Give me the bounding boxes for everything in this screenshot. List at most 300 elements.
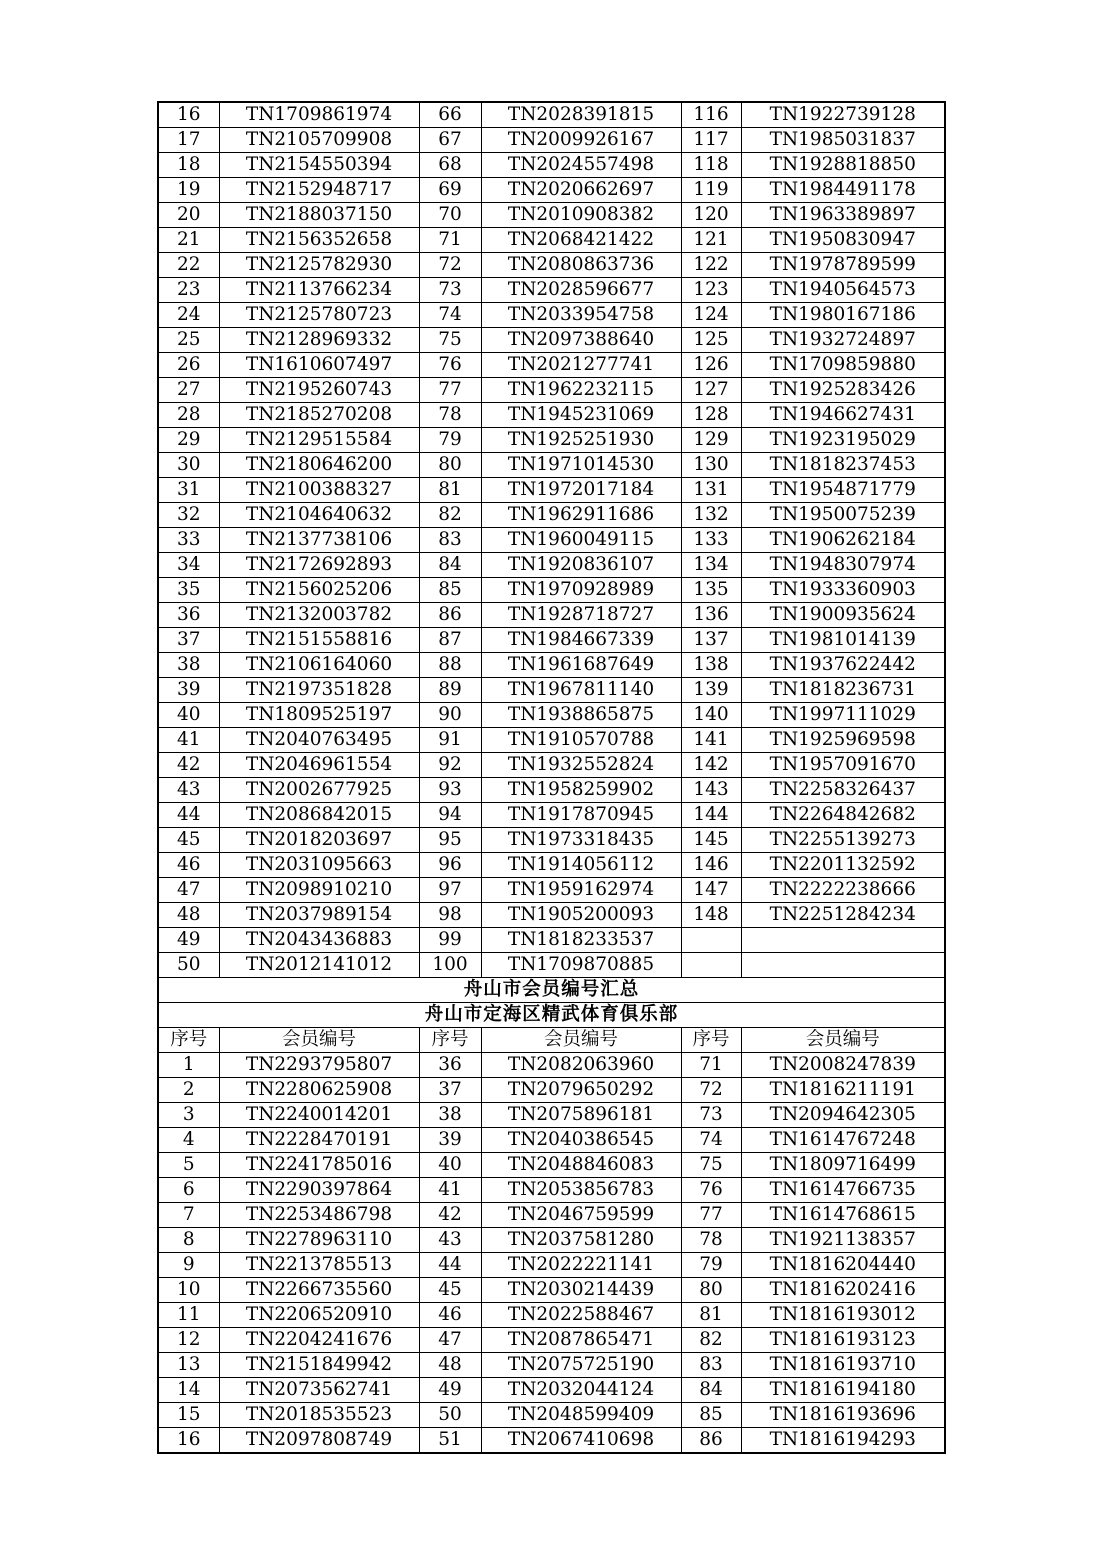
member-number-cell: TN2024557498 xyxy=(481,153,681,178)
member-number-cell: TN2222238666 xyxy=(741,878,945,903)
serial-cell: 27 xyxy=(158,378,219,403)
member-number-cell: TN2094642305 xyxy=(741,1103,945,1128)
member-number-cell: TN2020662697 xyxy=(481,178,681,203)
table-row xyxy=(158,178,945,203)
table-row xyxy=(158,1203,945,1228)
serial-cell: 13 xyxy=(158,1353,219,1378)
member-number-cell: TN2228470191 xyxy=(219,1128,419,1153)
serial-cell: 25 xyxy=(158,328,219,353)
member-number-cell: TN1985031837 xyxy=(741,128,945,153)
serial-cell: 10 xyxy=(158,1278,219,1303)
serial-cell: 85 xyxy=(681,1403,741,1428)
member-number-cell: TN2253486798 xyxy=(219,1203,419,1228)
member-number-cell: TN2180646200 xyxy=(219,453,419,478)
serial-cell: 92 xyxy=(419,753,481,778)
table-row xyxy=(158,853,945,878)
serial-cell: 1 xyxy=(158,1053,219,1078)
table-row xyxy=(158,903,945,928)
table-row xyxy=(158,678,945,703)
serial-cell: 42 xyxy=(158,753,219,778)
serial-cell: 93 xyxy=(419,778,481,803)
serial-cell: 4 xyxy=(158,1128,219,1153)
member-number-cell: TN1610607497 xyxy=(219,353,419,378)
serial-cell: 79 xyxy=(419,428,481,453)
member-number-cell: TN2030214439 xyxy=(481,1278,681,1303)
serial-cell: 148 xyxy=(681,903,741,928)
serial-cell: 132 xyxy=(681,503,741,528)
member-number-cell: TN2082063960 xyxy=(481,1053,681,1078)
serial-cell: 37 xyxy=(158,628,219,653)
member-number-cell: TN1818233537 xyxy=(481,928,681,953)
table-row xyxy=(158,102,945,128)
member-number-cell: TN1816193710 xyxy=(741,1353,945,1378)
table-row xyxy=(158,128,945,153)
table-row xyxy=(158,803,945,828)
serial-cell: 144 xyxy=(681,803,741,828)
member-number-cell: TN2255139273 xyxy=(741,828,945,853)
member-number-cell: TN1709861974 xyxy=(219,102,419,128)
table-row xyxy=(158,1278,945,1303)
member-number-cell: TN1614767248 xyxy=(741,1128,945,1153)
serial-cell: 146 xyxy=(681,853,741,878)
member-number-cell: TN1614766735 xyxy=(741,1178,945,1203)
serial-cell: 38 xyxy=(419,1103,481,1128)
serial-cell: 85 xyxy=(419,578,481,603)
serial-cell: 16 xyxy=(158,102,219,128)
member-number-cell: TN2151849942 xyxy=(219,1353,419,1378)
serial-cell: 3 xyxy=(158,1103,219,1128)
serial-cell: 117 xyxy=(681,128,741,153)
member-number-cell: TN2206520910 xyxy=(219,1303,419,1328)
member-number-cell: TN2021277741 xyxy=(481,353,681,378)
table-row xyxy=(158,1103,945,1128)
serial-cell: 140 xyxy=(681,703,741,728)
member-number-cell xyxy=(741,928,945,953)
serial-cell: 45 xyxy=(158,828,219,853)
serial-cell: 78 xyxy=(419,403,481,428)
member-number-cell: TN1816211191 xyxy=(741,1078,945,1103)
member-number-cell: TN2086842015 xyxy=(219,803,419,828)
serial-cell: 49 xyxy=(419,1378,481,1403)
member-number-cell: TN1997111029 xyxy=(741,703,945,728)
serial-cell: 89 xyxy=(419,678,481,703)
serial-cell: 136 xyxy=(681,603,741,628)
serial-cell: 17 xyxy=(158,128,219,153)
member-number-cell: TN2075725190 xyxy=(481,1353,681,1378)
member-number-cell: TN1970928989 xyxy=(481,578,681,603)
member-number-cell: TN2028596677 xyxy=(481,278,681,303)
table-row xyxy=(158,278,945,303)
serial-cell: 8 xyxy=(158,1228,219,1253)
member-number-table xyxy=(157,101,946,1454)
member-number-cell: TN2156352658 xyxy=(219,228,419,253)
serial-cell: 147 xyxy=(681,878,741,903)
serial-cell: 82 xyxy=(681,1328,741,1353)
member-number-cell xyxy=(741,953,945,978)
serial-cell: 30 xyxy=(158,453,219,478)
table-row xyxy=(158,1078,945,1103)
member-number-cell: TN2154550394 xyxy=(219,153,419,178)
member-number-cell: TN2293795807 xyxy=(219,1053,419,1078)
serial-cell: 84 xyxy=(681,1378,741,1403)
member-number-cell: TN2048599409 xyxy=(481,1403,681,1428)
member-number-cell: TN2031095663 xyxy=(219,853,419,878)
member-number-cell: TN1925283426 xyxy=(741,378,945,403)
serial-cell: 28 xyxy=(158,403,219,428)
serial-cell: 9 xyxy=(158,1253,219,1278)
serial-cell: 75 xyxy=(419,328,481,353)
serial-cell: 19 xyxy=(158,178,219,203)
serial-cell: 14 xyxy=(158,1378,219,1403)
serial-cell: 20 xyxy=(158,203,219,228)
serial-cell: 88 xyxy=(419,653,481,678)
serial-cell: 128 xyxy=(681,403,741,428)
member-number-cell: TN2022588467 xyxy=(481,1303,681,1328)
member-number-cell: TN1917870945 xyxy=(481,803,681,828)
serial-cell: 121 xyxy=(681,228,741,253)
member-number-cell: TN2053856783 xyxy=(481,1178,681,1203)
serial-cell: 134 xyxy=(681,553,741,578)
member-number-cell: TN2018535523 xyxy=(219,1403,419,1428)
table-row xyxy=(158,228,945,253)
member-number-cell: TN1957091670 xyxy=(741,753,945,778)
member-number-cell: TN2132003782 xyxy=(219,603,419,628)
serial-cell: 83 xyxy=(681,1353,741,1378)
member-number-cell: TN1971014530 xyxy=(481,453,681,478)
member-number-cell: TN2046961554 xyxy=(219,753,419,778)
serial-cell: 18 xyxy=(158,153,219,178)
member-number-cell: TN1816194293 xyxy=(741,1428,945,1454)
section1-body xyxy=(158,102,945,978)
table-row xyxy=(158,728,945,753)
serial-cell: 90 xyxy=(419,703,481,728)
serial-cell: 141 xyxy=(681,728,741,753)
member-number-cell: TN1973318435 xyxy=(481,828,681,853)
serial-cell: 68 xyxy=(419,153,481,178)
member-number-cell: TN2033954758 xyxy=(481,303,681,328)
table-row xyxy=(158,478,945,503)
member-number-cell: TN1940564573 xyxy=(741,278,945,303)
member-number-cell: TN2043436883 xyxy=(219,928,419,953)
header-member-number: 会员编号 xyxy=(219,1028,419,1053)
table-row xyxy=(158,1428,945,1454)
serial-cell: 41 xyxy=(419,1178,481,1203)
serial-cell: 16 xyxy=(158,1428,219,1454)
member-number-cell: TN1962232115 xyxy=(481,378,681,403)
member-number-cell: TN2106164060 xyxy=(219,653,419,678)
serial-cell: 42 xyxy=(419,1203,481,1228)
serial-cell: 71 xyxy=(681,1053,741,1078)
member-number-cell: TN2240014201 xyxy=(219,1103,419,1128)
serial-cell: 78 xyxy=(681,1228,741,1253)
table-row xyxy=(158,503,945,528)
serial-cell: 70 xyxy=(419,203,481,228)
member-number-cell: TN2037581280 xyxy=(481,1228,681,1253)
serial-cell: 40 xyxy=(158,703,219,728)
serial-cell: 72 xyxy=(681,1078,741,1103)
serial-cell: 50 xyxy=(158,953,219,978)
table-row xyxy=(158,1178,945,1203)
member-number-cell: TN1945231069 xyxy=(481,403,681,428)
member-number-cell: TN2172692893 xyxy=(219,553,419,578)
member-number-cell: TN1922739128 xyxy=(741,102,945,128)
member-number-cell: TN2113766234 xyxy=(219,278,419,303)
member-number-cell: TN1984667339 xyxy=(481,628,681,653)
table-row xyxy=(158,1228,945,1253)
serial-cell: 86 xyxy=(681,1428,741,1454)
member-number-cell: TN2241785016 xyxy=(219,1153,419,1178)
member-number-cell: TN2100388327 xyxy=(219,478,419,503)
serial-cell: 43 xyxy=(419,1228,481,1253)
serial-cell: 49 xyxy=(158,928,219,953)
member-number-cell: TN2137738106 xyxy=(219,528,419,553)
serial-cell: 135 xyxy=(681,578,741,603)
member-number-cell: TN1816193696 xyxy=(741,1403,945,1428)
serial-cell: 80 xyxy=(419,453,481,478)
member-number-cell: TN2028391815 xyxy=(481,102,681,128)
serial-cell: 100 xyxy=(419,953,481,978)
member-number-cell: TN1960049115 xyxy=(481,528,681,553)
table-row xyxy=(158,378,945,403)
serial-cell: 96 xyxy=(419,853,481,878)
serial-cell: 95 xyxy=(419,828,481,853)
table-row xyxy=(158,428,945,453)
member-number-cell: TN2022221141 xyxy=(481,1253,681,1278)
serial-cell: 50 xyxy=(419,1403,481,1428)
table-row xyxy=(158,828,945,853)
serial-cell: 48 xyxy=(419,1353,481,1378)
member-number-cell: TN1932552824 xyxy=(481,753,681,778)
member-number-cell: TN1816193012 xyxy=(741,1303,945,1328)
member-number-cell: TN2087865471 xyxy=(481,1328,681,1353)
serial-cell: 21 xyxy=(158,228,219,253)
table-row xyxy=(158,878,945,903)
serial-cell: 143 xyxy=(681,778,741,803)
member-number-cell: TN2204241676 xyxy=(219,1328,419,1353)
table-row xyxy=(158,253,945,278)
member-number-cell: TN1980167186 xyxy=(741,303,945,328)
serial-cell: 46 xyxy=(419,1303,481,1328)
member-number-cell: TN1925251930 xyxy=(481,428,681,453)
table-row xyxy=(158,303,945,328)
serial-cell: 79 xyxy=(681,1253,741,1278)
member-number-cell: TN1961687649 xyxy=(481,653,681,678)
serial-cell: 118 xyxy=(681,153,741,178)
member-number-cell: TN1978789599 xyxy=(741,253,945,278)
member-number-cell: TN1816204440 xyxy=(741,1253,945,1278)
serial-cell: 74 xyxy=(419,303,481,328)
member-number-cell: TN2046759599 xyxy=(481,1203,681,1228)
member-number-cell: TN1967811140 xyxy=(481,678,681,703)
table-row xyxy=(158,1053,945,1078)
table-row xyxy=(158,528,945,553)
serial-cell: 44 xyxy=(419,1253,481,1278)
member-number-cell: TN2151558816 xyxy=(219,628,419,653)
serial-cell: 47 xyxy=(419,1328,481,1353)
table-row xyxy=(158,753,945,778)
serial-cell: 69 xyxy=(419,178,481,203)
member-number-cell: TN2156025206 xyxy=(219,578,419,603)
serial-cell: 129 xyxy=(681,428,741,453)
serial-cell: 45 xyxy=(419,1278,481,1303)
member-number-cell: TN1709870885 xyxy=(481,953,681,978)
table-row xyxy=(158,1153,945,1178)
serial-cell: 15 xyxy=(158,1403,219,1428)
member-number-cell: TN2251284234 xyxy=(741,903,945,928)
member-number-cell: TN1809525197 xyxy=(219,703,419,728)
member-number-cell: TN2073562741 xyxy=(219,1378,419,1403)
member-number-cell: TN1946627431 xyxy=(741,403,945,428)
serial-cell: 77 xyxy=(419,378,481,403)
member-number-cell: TN2128969332 xyxy=(219,328,419,353)
member-number-cell: TN2280625908 xyxy=(219,1078,419,1103)
serial-cell: 87 xyxy=(419,628,481,653)
summary-title: 舟山市会员编号汇总 xyxy=(158,978,945,1003)
member-number-cell: TN1928718727 xyxy=(481,603,681,628)
member-number-cell: TN2125782930 xyxy=(219,253,419,278)
serial-cell: 80 xyxy=(681,1278,741,1303)
header-member-number: 会员编号 xyxy=(741,1028,945,1053)
member-number-cell: TN1984491178 xyxy=(741,178,945,203)
member-number-cell: TN2008247839 xyxy=(741,1053,945,1078)
member-number-cell: TN1900935624 xyxy=(741,603,945,628)
member-number-cell: TN1818237453 xyxy=(741,453,945,478)
member-number-cell: TN1950075239 xyxy=(741,503,945,528)
serial-cell: 84 xyxy=(419,553,481,578)
serial-cell: 97 xyxy=(419,878,481,903)
serial-cell: 67 xyxy=(419,128,481,153)
serial-cell: 91 xyxy=(419,728,481,753)
member-number-cell: TN2002677925 xyxy=(219,778,419,803)
table-row xyxy=(158,453,945,478)
serial-cell: 34 xyxy=(158,553,219,578)
serial-cell: 137 xyxy=(681,628,741,653)
table-row xyxy=(158,1378,945,1403)
serial-cell: 131 xyxy=(681,478,741,503)
member-number-cell: TN2010908382 xyxy=(481,203,681,228)
member-number-cell: TN2105709908 xyxy=(219,128,419,153)
serial-cell: 12 xyxy=(158,1328,219,1353)
member-number-cell: TN1910570788 xyxy=(481,728,681,753)
member-number-cell: TN1981014139 xyxy=(741,628,945,653)
table-row xyxy=(158,628,945,653)
member-number-cell: TN2278963110 xyxy=(219,1228,419,1253)
member-number-cell: TN2258326437 xyxy=(741,778,945,803)
serial-cell: 23 xyxy=(158,278,219,303)
serial-cell: 47 xyxy=(158,878,219,903)
member-number-cell: TN2080863736 xyxy=(481,253,681,278)
table-row xyxy=(158,328,945,353)
table-row xyxy=(158,778,945,803)
table-row xyxy=(158,703,945,728)
serial-cell: 40 xyxy=(419,1153,481,1178)
member-number-cell: TN1928818850 xyxy=(741,153,945,178)
serial-cell: 116 xyxy=(681,102,741,128)
table-row xyxy=(158,603,945,628)
member-number-cell: TN2188037150 xyxy=(219,203,419,228)
table-row xyxy=(158,1128,945,1153)
serial-cell: 98 xyxy=(419,903,481,928)
serial-cell: 5 xyxy=(158,1153,219,1178)
member-number-cell: TN2266735560 xyxy=(219,1278,419,1303)
serial-cell: 38 xyxy=(158,653,219,678)
table-row xyxy=(158,928,945,953)
serial-cell: 127 xyxy=(681,378,741,403)
serial-cell: 73 xyxy=(681,1103,741,1128)
member-number-cell: TN2079650292 xyxy=(481,1078,681,1103)
table-row xyxy=(158,353,945,378)
member-number-cell: TN1933360903 xyxy=(741,578,945,603)
member-number-cell: TN2012141012 xyxy=(219,953,419,978)
member-number-cell: TN2097388640 xyxy=(481,328,681,353)
member-number-cell: TN2125780723 xyxy=(219,303,419,328)
serial-cell: 138 xyxy=(681,653,741,678)
table-row xyxy=(158,153,945,178)
table-row xyxy=(158,1328,945,1353)
serial-cell: 36 xyxy=(419,1053,481,1078)
serial-cell: 76 xyxy=(681,1178,741,1203)
member-number-cell: TN2213785513 xyxy=(219,1253,419,1278)
serial-cell: 43 xyxy=(158,778,219,803)
member-number-cell: TN1950830947 xyxy=(741,228,945,253)
serial-cell: 26 xyxy=(158,353,219,378)
serial-cell: 83 xyxy=(419,528,481,553)
member-number-cell: TN2037989154 xyxy=(219,903,419,928)
serial-cell: 120 xyxy=(681,203,741,228)
serial-cell: 32 xyxy=(158,503,219,528)
serial-cell xyxy=(681,928,741,953)
serial-cell: 73 xyxy=(419,278,481,303)
serial-cell: 130 xyxy=(681,453,741,478)
serial-cell: 41 xyxy=(158,728,219,753)
member-number-cell: TN1818236731 xyxy=(741,678,945,703)
member-number-cell: TN2152948717 xyxy=(219,178,419,203)
member-number-cell: TN2040763495 xyxy=(219,728,419,753)
serial-cell: 99 xyxy=(419,928,481,953)
table-row xyxy=(158,1403,945,1428)
member-number-cell: TN2097808749 xyxy=(219,1428,419,1454)
member-number-cell: TN2185270208 xyxy=(219,403,419,428)
serial-cell: 48 xyxy=(158,903,219,928)
serial-cell: 36 xyxy=(158,603,219,628)
member-number-cell: TN2068421422 xyxy=(481,228,681,253)
serial-cell: 11 xyxy=(158,1303,219,1328)
header-serial: 序号 xyxy=(419,1028,481,1053)
club-name: 舟山市定海区精武体育俱乐部 xyxy=(158,1003,945,1028)
member-number-cell: TN1959162974 xyxy=(481,878,681,903)
member-number-cell: TN1963389897 xyxy=(741,203,945,228)
table-row xyxy=(158,1303,945,1328)
serial-cell: 94 xyxy=(419,803,481,828)
member-number-cell: TN2075896181 xyxy=(481,1103,681,1128)
serial-cell: 142 xyxy=(681,753,741,778)
member-number-cell: TN2264842682 xyxy=(741,803,945,828)
serial-cell: 39 xyxy=(419,1128,481,1153)
serial-cell: 126 xyxy=(681,353,741,378)
table-row xyxy=(158,1353,945,1378)
member-number-cell: TN1920836107 xyxy=(481,553,681,578)
member-number-cell: TN1937622442 xyxy=(741,653,945,678)
header-serial: 序号 xyxy=(681,1028,741,1053)
serial-cell: 66 xyxy=(419,102,481,128)
member-number-cell: TN1938865875 xyxy=(481,703,681,728)
table-row xyxy=(158,953,945,978)
member-number-cell: TN2018203697 xyxy=(219,828,419,853)
serial-cell: 71 xyxy=(419,228,481,253)
serial-cell: 24 xyxy=(158,303,219,328)
table-row xyxy=(158,578,945,603)
serial-cell xyxy=(681,953,741,978)
